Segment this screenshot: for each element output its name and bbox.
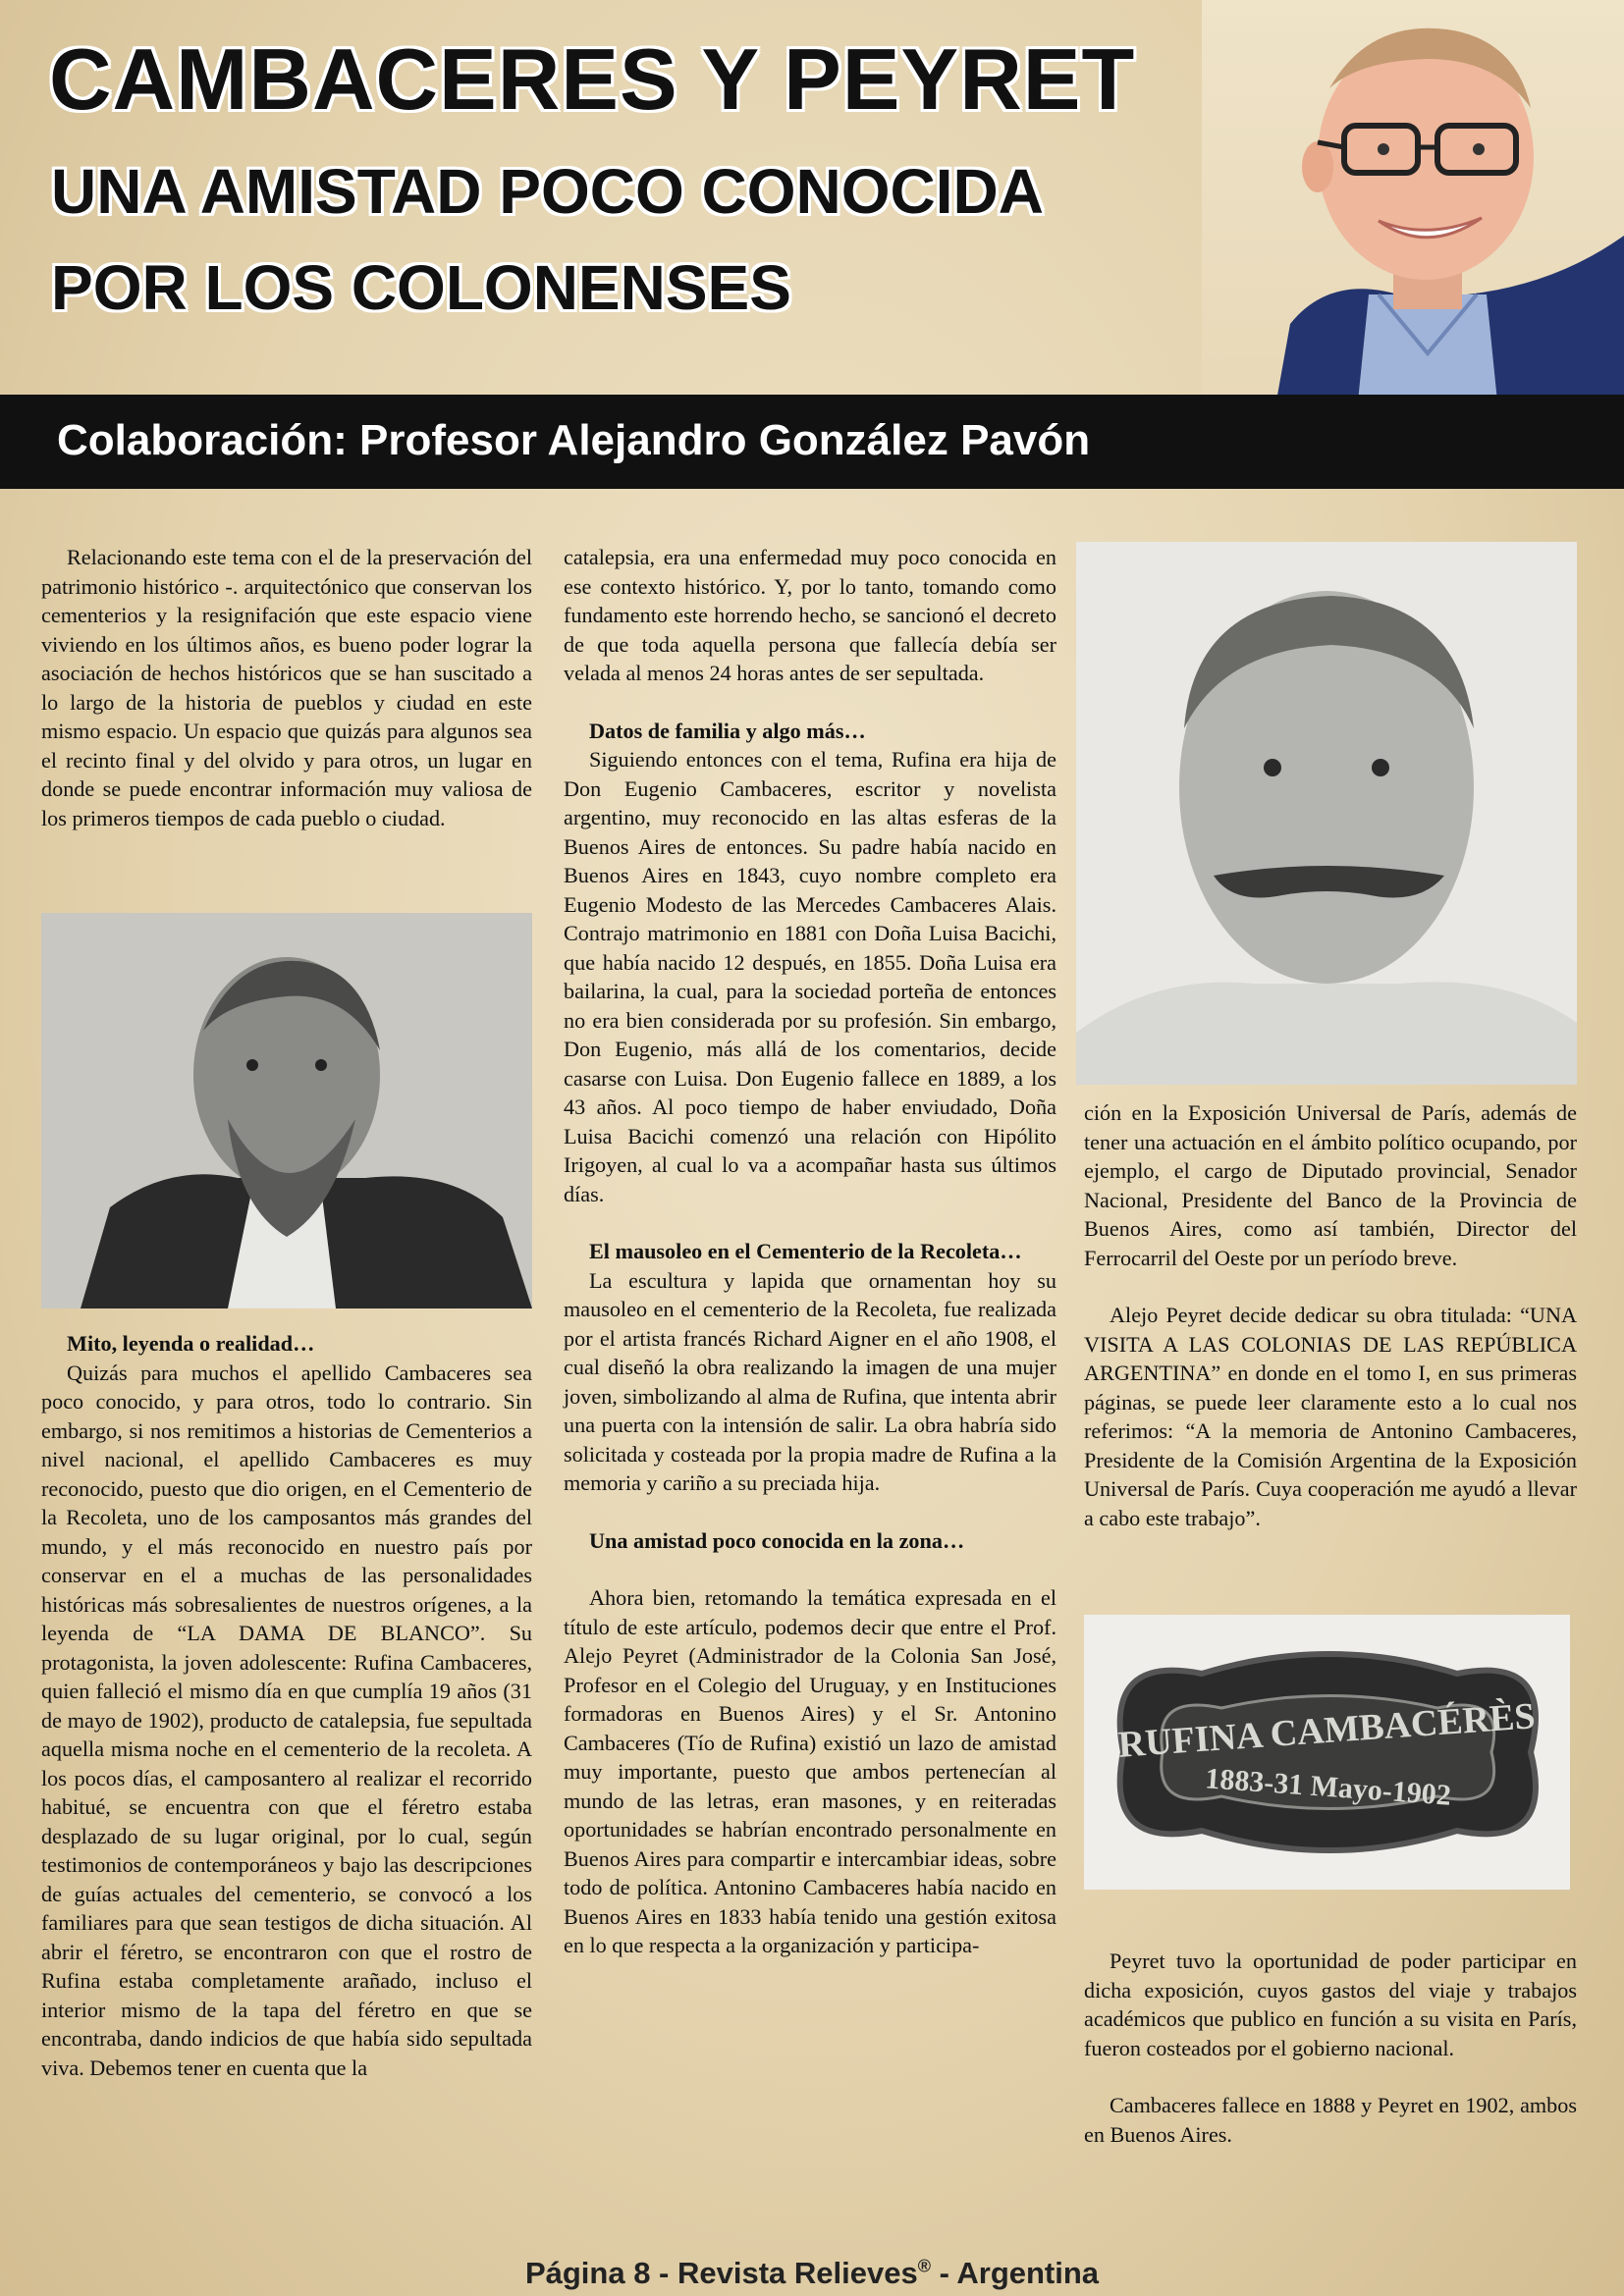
heading-mito: Mito, leyenda o realidad…: [67, 1331, 315, 1356]
heading-mausoleo: El mausoleo en el Cementerio de la Recoleta…: [589, 1239, 1022, 1263]
paragraph-mausoleo: La escultura y lapida que ornamentan hoy su mausoleo en el cementerio de la Recoleta, fue realizada por el artista francés Richard Aigner en el año 1908, el cual diseñó la obra realizando la imagen de una mujer joven, simbolizando al alma de Rufina, que intenta abrir una puerta con la intensión de salir. La obra habría sido solicitada y costeada por la propia madre de Rufina a la memoria y cariño a su preciada hija.: [564, 1267, 1056, 1495]
footer-country: - Argentina: [930, 2256, 1100, 2290]
heading-amistad: Una amistad poco conocida en la zona…: [589, 1527, 965, 1553]
column-1-lower: [41, 1329, 532, 2082]
column-2: [564, 543, 1056, 1960]
photo-antonino-cambaceres: [1076, 542, 1577, 1085]
heading-datos-familia: Datos de familia y algo más…: [589, 718, 866, 743]
column-1: [41, 543, 532, 832]
registered-mark: ®: [917, 2256, 931, 2276]
article-subtitle-line1: UNA AMISTAD POCO CONOCIDA: [51, 156, 1044, 227]
plaque-dates: 1883-31 Mayo-1902: [1204, 1762, 1452, 1812]
paragraph-datos-familia: Siguiendo entonces con el tema, Rufina era hija de Don Eugenio Cambaceres, escritor y novelista argentino, muy reconocido en las altas esferas de la Buenos Aires de entonces. Su padre había nacido en Buenos Aires en 1843, cuyo nombre completo era Eugenio Modesto de las Mercedes Cambaceres Alais. Contrajo matrimonio en 1881 con Doña Luisa Bacichi, que había nacido 12 después, en 1855. Doña Luisa era bailarina, la cual, para la sociedad porteña de entonces no era bien considerada por su profesión. Sin embargo, Don Eugenio, más allá de los comentarios, decide casarse con Luisa. Don Eugenio fallece en 1889, a los 43 años. Al poco tiempo de haber enviudado, Doña Luisa Bacichi comenzó una relación con Hipólito Irigoyen, al cual lo va a acompañar hasta sus últimos días.: [564, 747, 1056, 1206]
article-subtitle-line2: POR LOS COLONENSES: [51, 252, 791, 323]
photo-eugenio-cambaceres: [41, 913, 532, 1308]
paragraph-dedicatoria: Alejo Peyret decide dedicar su obra titulada: “UNA VISITA A LAS COLONIAS DE LAS REPÚBLICA ARGENTINA” en donde en el tomo I, en sus primeras páginas, se puede leer claramente esto a lo cual nos referimos: “A la memoria de Antonino Cambaceres, Presidente de la Comisión Argentina de la Exposición Universal de París. Cuya cooperación me ayudó a llevar a cabo este trabajo”.: [1084, 1303, 1577, 1530]
paragraph-peyret-viaje: Peyret tuvo la oportunidad de poder participar en dicha exposición, cuyos gastos del viaje y trabajos académicos que publico en función a su visita en París, fueron costeados por el gobierno nacional.: [1084, 1949, 1577, 2060]
paragraph-catalepsia: catalepsia, era una enfermedad muy poco conocida en ese contexto histórico. Y, por lo tanto, tomando como fundamento este horrendo hecho, se sancionó el decreto de que toda aquella persona que fallecía debía ser velada al menos 24 horas antes de ser sepultada.: [564, 545, 1056, 685]
article-title: CAMBACERES Y PEYRET: [49, 30, 1136, 128]
photo-plaque-rufina: [1084, 1615, 1570, 1890]
page-footer: [0, 2256, 1624, 2291]
column-3-lower: [1084, 1947, 1577, 2149]
footer-page: Página 8 - Revista Relieves: [524, 2256, 918, 2290]
column-3: [1084, 1098, 1577, 1532]
plaque-name: RUFINA CAMBACÉRÈS: [1116, 1695, 1537, 1766]
paragraph-amistad: Ahora bien, retomando la temática expresada en el título de este artículo, podemos decir que entre el Prof. Alejo Peyret (Administrador de la Colonia San José, Profesor en el Colegio del Uruguay, y en Instituciones formadoras en Buenos Aires) y el Sr. Antonino Cambaceres (Tío de Rufina) existió un lazo de amistad muy importante, puesto que ambos pertenecían al mundo de las letras, eran masones, y en reiteradas oportunidades se habrían encontrado personalmente en Buenos Aires para compartir e intercambiar ideas, sobre todo de política. Antonino Cambaceres había nacido en Buenos Aires en 1833 había tenido una gestión exitosa en lo que respecta a la organización y participa-: [564, 1585, 1056, 1957]
byline: Colaboración: Profesor Alejandro González Pavón: [57, 416, 1091, 464]
paragraph-intro: Relacionando este tema con el de la preservación del patrimonio histórico -. arquitectónico que conservan los cementerios y la resignifación que este espacio viene viviendo en los últimos años, es bueno poder lograr la asociación de hechos históricos que se han suscitado a lo largo de la historia de pueblos y ciudad en este mismo espacio. Un espacio que quizás para algunos sea el recinto final y del olvido y para otros, un lugar en donde se puede encontrar información muy valiosa de los primeros tiempos de cada pueblo o ciudad.: [41, 545, 532, 830]
paragraph-mito: Quizás para muchos el apellido Cambaceres sea poco conocido, y para otros, todo lo contrario. Sin embargo, si nos remitimos a historias de Cementerios a nivel nacional, el apellido Cambaceres es muy reconocido, puesto que dio origen, en el Cementerio de la Recoleta, uno de los camposantos más grandes del mundo, y el más reconocido en nuestro país por conservar en el a muchas de las personalidades históricas más sobresalientes de nuestros orígenes, a la leyenda de “LA DAMA DE BLANCO”. Su protagonista, la joven adolescente: Rufina Cambaceres, quien falleció el mismo día en que cumplía 19 años (31 de mayo de 1902), producto de catalepsia, fue sepultada aquella misma noche en el cementerio de la recoleta. A los pocos días, el camposantero al realizar el recorrido habitué, se encuentra con que el féretro estaba desplazado de su lugar original, por lo cual, según testimonios de contemporáneos y bajo las descripciones de guías actuales del cementerio, se convocó a los familiares para que sean testigos de dicha situación. Al abrir el féretro, se encontraron con que el rostro de Rufina estaba completamente arañado, incluso el interior mismo de la tapa del féretro en que se encontraba, dando indicios de que había sido sepultada viva. Debemos tener en cuenta que la: [41, 1360, 532, 2080]
paragraph-fallecimientos: Cambaceres fallece en 1888 y Peyret en 1902, ambos en Buenos Aires.: [1084, 2093, 1577, 2147]
paragraph-exposicion: ción en la Exposición Universal de París, además de tener una actuación en el ámbito político ocupando, por ejemplo, el cargo de Diputado provincial, Senador Nacional, Presidente del Banco de la Provincia de Buenos Aires, como así también, Director del Ferrocarril del Oeste por un período breve.: [1084, 1100, 1577, 1270]
